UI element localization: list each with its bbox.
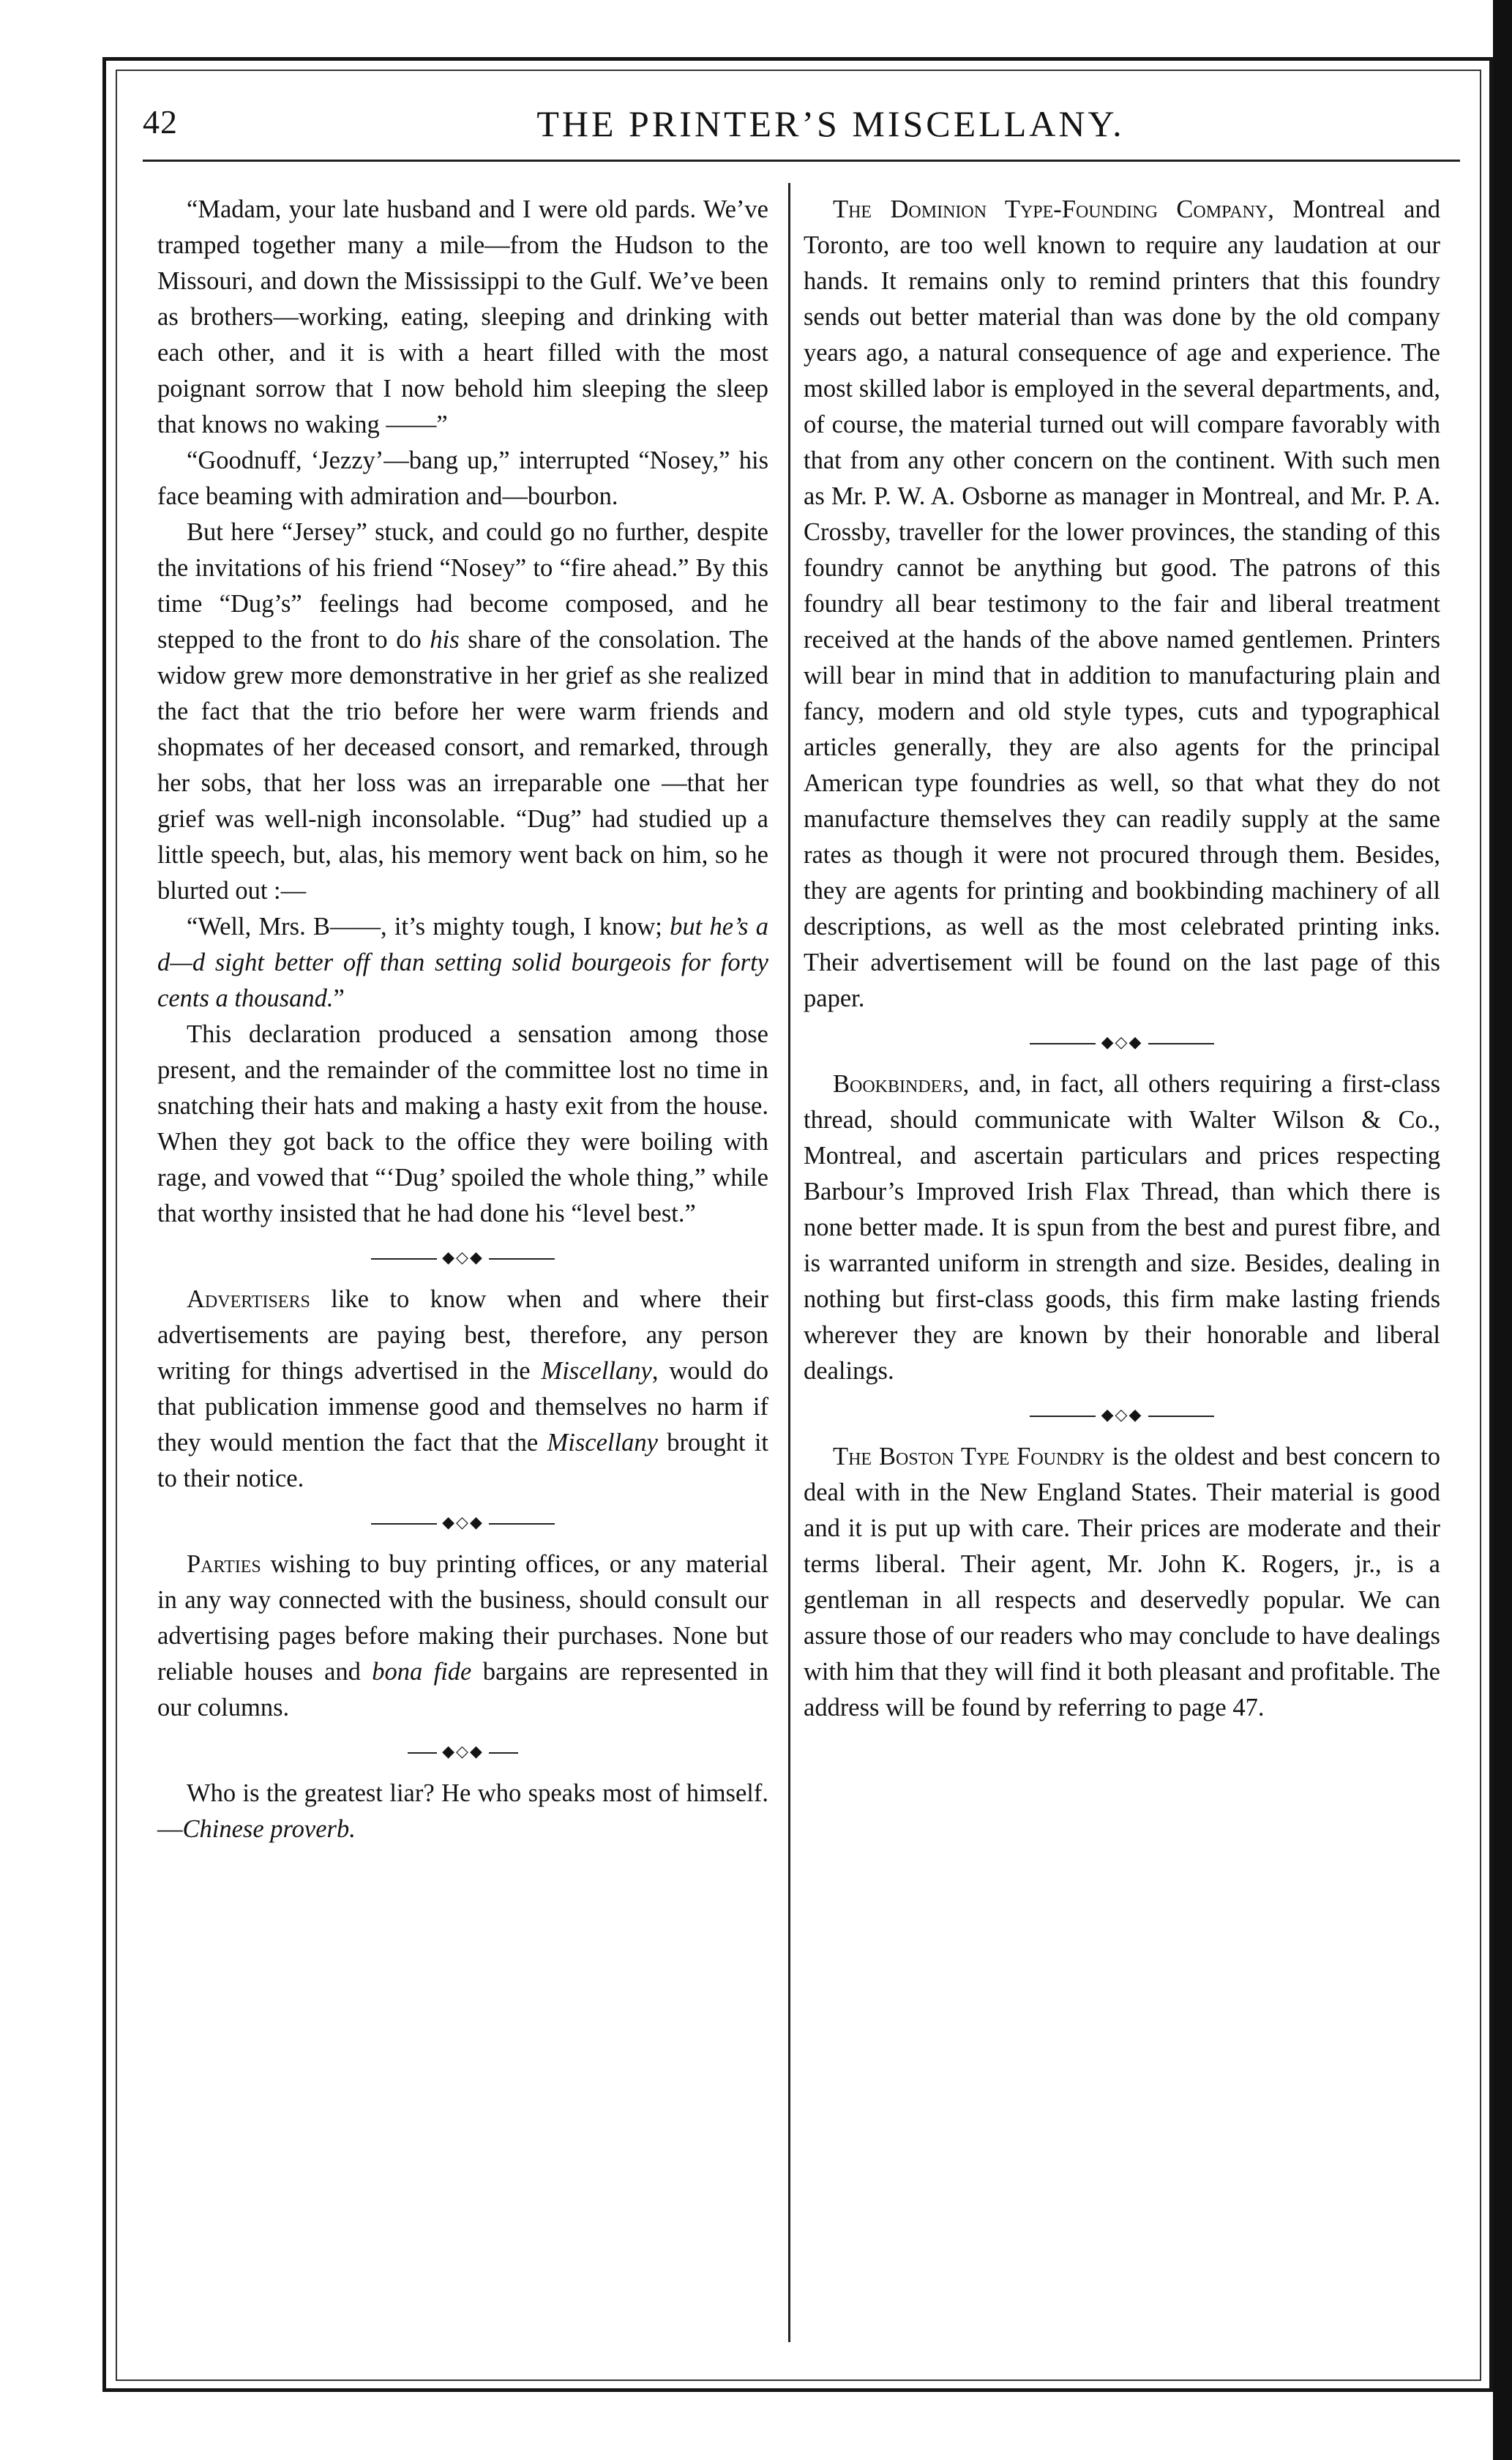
bookbinders-notice: Bookbinders, and, in fact, all others requiring a first-class thread, should communicate with Walter Wilson & Co., Montreal, and ascertain particulars and prices respecting Barbour’s Improved Irish Flax Thread, than which there is none better made. It is spun from the best and purest fibre, and is warranted uniform in strength and size. Besides, dealing in nothing but first-class goods, this firm make lasting friends wherever they are known by their honorable and liberal dealings. [804,1070,1440,1385]
section-ornament: ◆◇◆ [157,1246,768,1268]
advertisers-notice: Advertisers like to know when and where their advertisements are paying best, therefore, any person writing for things advertised in the Miscellany, would do that publication immense good and themselves no harm if they would mention the fact that the Miscellany brought it to their notice. [157,1285,769,1492]
section-ornament: ◆◇◆ [804,1404,1440,1426]
page-header [143,102,1460,168]
paragraph: “Well, Mrs. B——, it’s mighty tough, I know; but he’s a d—d sight better off than setting solid bourgeois for forty cents a thousand.” [157,913,768,1012]
section-ornament: ◆◇◆ [157,1511,768,1533]
dominion-notice: The Dominion Type-Founding Company, Montreal and Toronto, are too well known to require any laudation at our hands. It remains only to remind printers that this foundry sends out better material than was done by the old company years ago, a natural consequence of age and experience. The most skilled labor is employed in the several departments, and, of course, the material turned out will compare favorably with that from any other concern on the continent. With such men as Mr. P. W. A. Osborne as manager in Montreal, and Mr. P. A. Crossby, traveller for the lower provinces, the standing of this foundry cannot be anything but good. The patrons of this foundry all bear testimony to the fair and liberal treatment received at the hands of the above named gentlemen. Printers will bear in mind that in addition to manufacturing plain and fancy, modern and old style types, cuts and typographical articles generally, they are also agents for the principal American type foundries as well, so that what they do not manufacture themselves they can readily supply at the same rates as though it were not procured through them. Besides, they are agents for printing and bookbinding machinery of all descriptions, as well as the most celebrated printing inks. Their advertisement will be found on the last page of this paper. [804,195,1440,1012]
paragraph: “Madam, your late husband and I were old pards. We’ve tramped together many a mile—from the Hudson to the Missouri, and down the Mississippi to the Gulf. We’ve been as brothers—working, eating, sleeping and drinking with each other, and it is with a heart filled with the most poignant sorrow that I now behold him sleeping the sleep that knows no waking ——” [157,195,768,438]
paragraph: This declaration produced a sensation among those present, and the remainder of the committee lost no time in snatching their hats and making a hasty exit from the house. When they got back to the office they were boiling with rage, and vowed that “‘Dug’ spoiled the whole thing,” while that worthy insisted that he had done his “level best.” [157,1020,768,1227]
left-column [157,192,768,1847]
column-divider [788,183,790,2342]
parties-notice: Parties wishing to buy printing offices, or any material in any way connected with the business, should consult our advertising pages before making their purchases. None but reliable houses and bona fide bargains are represented in our columns. [157,1550,768,1721]
paragraph: But here “Jersey” stuck, and could go no further, despite the invitations of his friend “Nosey” to “fire ahead.” By this time “Dug’s” feelings had become composed, and he stepped to the front to do his share of the consolation. The widow grew more demonstrative in her grief as she realized the fact that the trio before her were warm friends and shopmates of her deceased consort, and remarked, through her sobs, that her loss was an irreparable one —that her grief was well-nigh inconsolable. “Dug” had studied up a little speech, but, alas, his memory went back on him, so he blurted out :— [157,518,768,905]
page-number: 42 [143,103,178,141]
scan-edge-shadow [1493,0,1512,2460]
boston-notice: The Boston Type Foundry is the oldest and best concern to deal with in the New England States. Their material is good and it is put up with care. Their prices are moderate and their terms liberal. Their agent, Mr. John K. Rogers, jr., is a gentleman in all respects and deservedly popular. We can assure those of our readers who may conclude to have dealings with him that they will find it both pleasant and profitable. The address will be found by referring to page 47. [804,1443,1440,1721]
section-ornament: ◆◇◆ [157,1741,768,1762]
right-column [804,192,1440,1726]
paragraph: “Goodnuff, ‘Jezzy’—bang up,” interrupted “Nosey,” his face beaming with admiration and—bourbon. [157,446,768,510]
section-ornament: ◆◇◆ [804,1031,1440,1053]
proverb: Who is the greatest liar? He who speaks most of himself.—Chinese proverb. [157,1779,768,1843]
header-rule [143,160,1460,162]
running-head-title: THE PRINTER’S MISCELLANY. [536,103,1125,144]
